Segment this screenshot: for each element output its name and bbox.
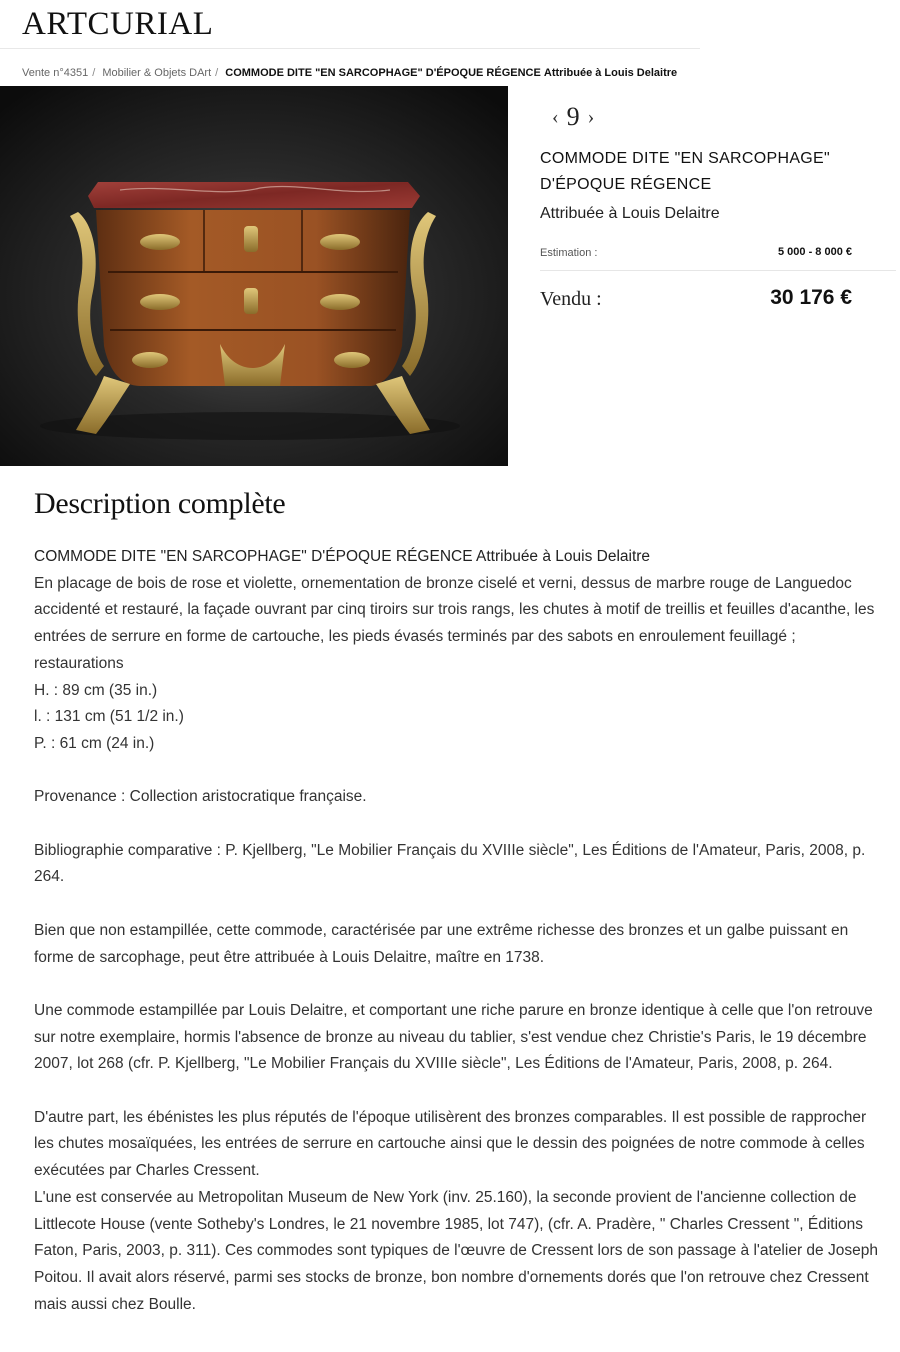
breadcrumb-sale-link[interactable]: Vente n°4351 <box>22 67 89 79</box>
next-lot-icon[interactable]: › <box>587 106 595 128</box>
commode-image <box>0 86 508 466</box>
lot-title-line: COMMODE DITE "EN SARCOPHAGE" <box>540 150 831 167</box>
description-paragraph: Une commode estampillée par Louis Delaitre, et comportant une riche parure en bronze identique à celle que l'on retrouve sur notre exemplaire, hormis l'absence de bronze au niveau du tablier, s'est vendue chez Christie's Paris, le 19 décembre 2007, lot 268 (cfr. P. Kjellberg, "Le Mobilier Français du XVIIIe siècle", Les Éditions de l'Amateur, Paris, 2008, p. 264. <box>34 1001 873 1073</box>
site-header <box>0 0 700 49</box>
breadcrumb-current: COMMODE DITE "EN SARCOPHAGE" D'ÉPOQUE RÉGENCE <box>225 67 541 79</box>
estimate-label: Estimation : <box>540 247 598 259</box>
lot-attribution: Attribuée à Louis Delaitre <box>540 205 720 222</box>
description-paragraph: L'une est conservée au Metropolitan Museum de New York (inv. 25.160), la seconde provient de l'ancienne collection de Littlecote House (vente Sotheby's Londres, le 21 novembre 1985, lot 747), (cfr. A. Pradère, " Charles Cressent ", Éditions Faton, Paris, 2003, p. 311). Ces commodes sont typiques de l'œuvre de Cressent lors de son passage à l'atelier de Joseph Poitou. Il avait alors réservé, parmi ses stocks de bronze, bon nombre d'ornements dorés que l'on retrouve chez Cressent mais aussi chez Boulle. <box>34 1188 878 1313</box>
description-title <box>34 544 889 571</box>
breadcrumb-category-link[interactable]: Mobilier & Objets DArt <box>102 67 212 79</box>
description-body <box>34 544 889 1318</box>
description-heading: Description complète <box>34 487 286 520</box>
lot-navigation <box>546 100 600 134</box>
lot-number: 9 <box>566 102 580 131</box>
lot-title <box>540 146 880 198</box>
artcurial-logo[interactable]: ARTCURIAL <box>22 6 214 42</box>
description-title-attribution: Attribuée à Louis Delaitre <box>476 548 651 565</box>
estimate-value: 5 000 - 8 000 € <box>777 246 852 258</box>
breadcrumb-separator: / <box>215 67 219 79</box>
dimension-length: l. : 131 cm (51 1/2 in.) <box>34 708 184 726</box>
sold-label: Vendu : <box>540 288 602 310</box>
description-paragraph: Bien que non estampillée, cette commode, caractérisée par une extrême richesse des bronzes et un galbe puissant en forme de sarcophage, peut être attribuée à Louis Delaitre, maître en 1738. <box>34 921 849 966</box>
previous-lot-icon[interactable]: ‹ <box>552 106 559 128</box>
bibliography: Bibliographie comparative : P. Kjellberg, "Le Mobilier Français du XVIIIe siècle", Les Éditions de l'Amateur, Paris, 2008, p. 264. <box>34 841 866 886</box>
lot-title-line: D'ÉPOQUE RÉGENCE <box>540 176 712 193</box>
description-paragraph: D'autre part, les ébénistes les plus réputés de l'époque utilisèrent des bronzes comparables. Il est possible de rapprocher les chutes mosaïquées, les entrées de serrure en cartouche ainsi que le dessin des poignées de notre commode à celles exécutées par Charles Cressent. <box>34 1108 867 1180</box>
lot-photo[interactable] <box>0 86 508 466</box>
provenance: Provenance : Collection aristocratique française. <box>34 788 367 806</box>
sold-row <box>540 284 860 318</box>
description-text: En placage de bois de rose et violette, ornementation de bronze ciselé et verni, dessus de marbre rouge de Languedoc accidenté et restauré, la façade ouvrant par cinq tiroirs sur trois rangs, les chutes à motif de treillis et feuilles d'acanthe, les entrées de serrure en forme de cartouche, les pieds évasés terminés par des sabots en enroulement feuillagé ; restaurations <box>34 574 875 672</box>
breadcrumb-separator: / <box>92 67 96 79</box>
breadcrumb-current-attribution: Attribuée à Louis Delaitre <box>543 67 678 79</box>
sold-price: 30 176 € <box>770 286 852 309</box>
dimension-height: H. : 89 cm (35 in.) <box>34 681 158 699</box>
estimate-row <box>540 238 896 271</box>
breadcrumb <box>22 66 677 80</box>
description-title-main: COMMODE DITE "EN SARCOPHAGE" D'ÉPOQUE RÉGENCE <box>34 548 473 565</box>
dimension-depth: P. : 61 cm (24 in.) <box>34 734 155 752</box>
